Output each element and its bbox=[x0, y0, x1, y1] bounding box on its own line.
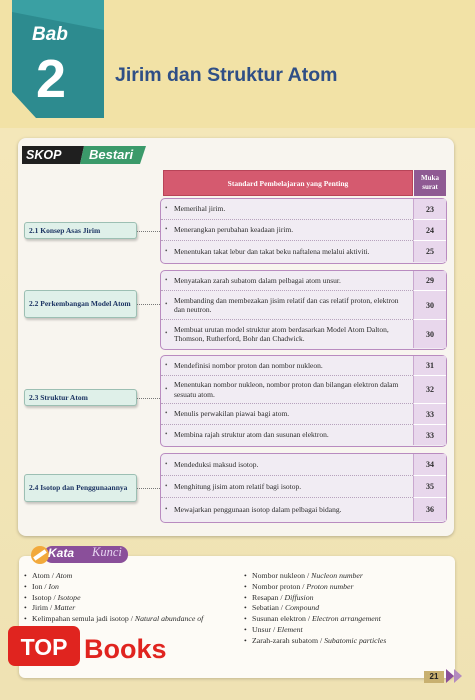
keyword-item: • Susunan elektron / Electron arrangement bbox=[244, 614, 449, 625]
skop-label: SKOP bbox=[26, 148, 62, 162]
standard-row: • Membina rajah struktur atom dan susunan elektron. bbox=[165, 430, 329, 440]
section-group-2-3 bbox=[160, 355, 447, 447]
keyword-item: • Sebatian / Compound bbox=[244, 603, 449, 614]
page-number-cell: 32 bbox=[413, 376, 446, 404]
connector-line bbox=[137, 304, 160, 305]
page-number-cell: 23 bbox=[413, 199, 446, 220]
keyword-item: • Isotop / Isotope bbox=[24, 593, 224, 604]
standard-row: • Membanding dan membezakan jisim relatif dan cas relatif proton, elektron dan neutron. bbox=[161, 291, 413, 320]
standard-row: • Menulis perwakilan piawai bagi atom. bbox=[161, 404, 413, 425]
page-number-cell: 35 bbox=[413, 476, 446, 498]
section-group-2-2 bbox=[160, 270, 447, 350]
kata-label: Kata bbox=[48, 546, 75, 560]
standard-row: • Memerihal jirim. bbox=[161, 199, 413, 220]
standard-row: • Mendeduksi maksud isotop. bbox=[161, 454, 413, 476]
topbooks-watermark bbox=[8, 624, 198, 668]
section-group-2-1 bbox=[160, 198, 447, 264]
page-number-cell: 31 bbox=[413, 356, 446, 376]
chapter-title: Jirim dan Struktur Atom bbox=[115, 64, 338, 86]
keywords-right-list bbox=[244, 571, 449, 647]
chapter-number: 2 bbox=[36, 49, 67, 109]
svg-text:TOP: TOP bbox=[20, 634, 68, 660]
section-label-2-3: 2.3 Struktur Atom bbox=[24, 389, 137, 406]
keyword-item: • Atom / Atom bbox=[24, 571, 224, 582]
keyword-item: • Nombor proton / Proton number bbox=[244, 582, 449, 593]
bestari-label: Bestari bbox=[89, 147, 134, 162]
kunci-label: Kunci bbox=[92, 545, 122, 559]
page-number-cell: 36 bbox=[413, 498, 446, 521]
page-number-cell: 29 bbox=[413, 271, 446, 291]
standard-row: • Menghitung jisim atom relatif bagi isotop. bbox=[161, 476, 413, 498]
keyword-item: • Resapan / Diffusion bbox=[244, 593, 449, 604]
page-column-header: Muka surat bbox=[414, 170, 446, 196]
standard-row: • Mendefinisi nombor proton dan nombor nukleon. bbox=[161, 356, 413, 376]
keyword-item: • Ion / Ion bbox=[24, 582, 224, 593]
connector-line bbox=[137, 398, 160, 399]
page-number-cell: 24 bbox=[413, 220, 446, 241]
standard-row: • Menentukan nombor nukleon, nombor proton dan bilangan elektron dalam sesuatu atom. bbox=[161, 376, 413, 404]
page-number-cell: 34 bbox=[413, 454, 446, 476]
section-label-2-4: 2.4 Isotop dan Penggunaannya bbox=[24, 474, 137, 502]
standard-row: • Mewajarkan penggunaan isotop dalam pelbagai bidang. bbox=[165, 504, 342, 514]
section-group-2-4 bbox=[160, 453, 447, 523]
standard-row: • Membuat urutan model struktur atom berdasarkan Model Atom Dalton, Thomson, Rutherford, Bohr dan Chadwick. bbox=[165, 324, 389, 343]
connector-line bbox=[137, 488, 160, 489]
standard-row: • Menerangkan perubahan keadaan jirim. bbox=[161, 220, 413, 241]
keyword-item: • Unsur / Element bbox=[244, 625, 449, 636]
connector-line bbox=[137, 231, 160, 232]
page-number-cell: 33 bbox=[413, 425, 446, 445]
keyword-item: • Jirim / Matter bbox=[24, 603, 224, 614]
standard-row: • Menyatakan zarah subatom dalam pelbagai atom unsur. bbox=[161, 271, 413, 291]
section-label-2-1: 2.1 Konsep Asas Jirim bbox=[24, 222, 137, 239]
chapter-label: Bab bbox=[32, 24, 68, 45]
keyword-item: • Nombor nukleon / Nucleon number bbox=[244, 571, 449, 582]
page-number: 21 bbox=[424, 671, 444, 683]
page-number-cell: 25 bbox=[413, 241, 446, 262]
next-arrows-icon bbox=[446, 668, 464, 684]
page-number-cell: 30 bbox=[413, 320, 446, 348]
standard-row: • Menentukan takat lebur dan takat beku naftalena melalui aktiviti. bbox=[165, 246, 370, 256]
page-number-cell: 33 bbox=[413, 404, 446, 425]
section-label-2-2: 2.2 Perkembangan Model Atom bbox=[24, 290, 137, 318]
standards-header: Standard Pembelajaran yang Penting bbox=[163, 170, 413, 196]
keyword-item: • Zarah-zarah subatom / Subatomic particles bbox=[244, 636, 449, 647]
keyword-item: • Kelimpahan semula jadi isotop / Natural abundance of bbox=[24, 614, 224, 636]
page-number-cell: 30 bbox=[413, 291, 446, 320]
svg-text:Books: Books bbox=[84, 634, 167, 664]
